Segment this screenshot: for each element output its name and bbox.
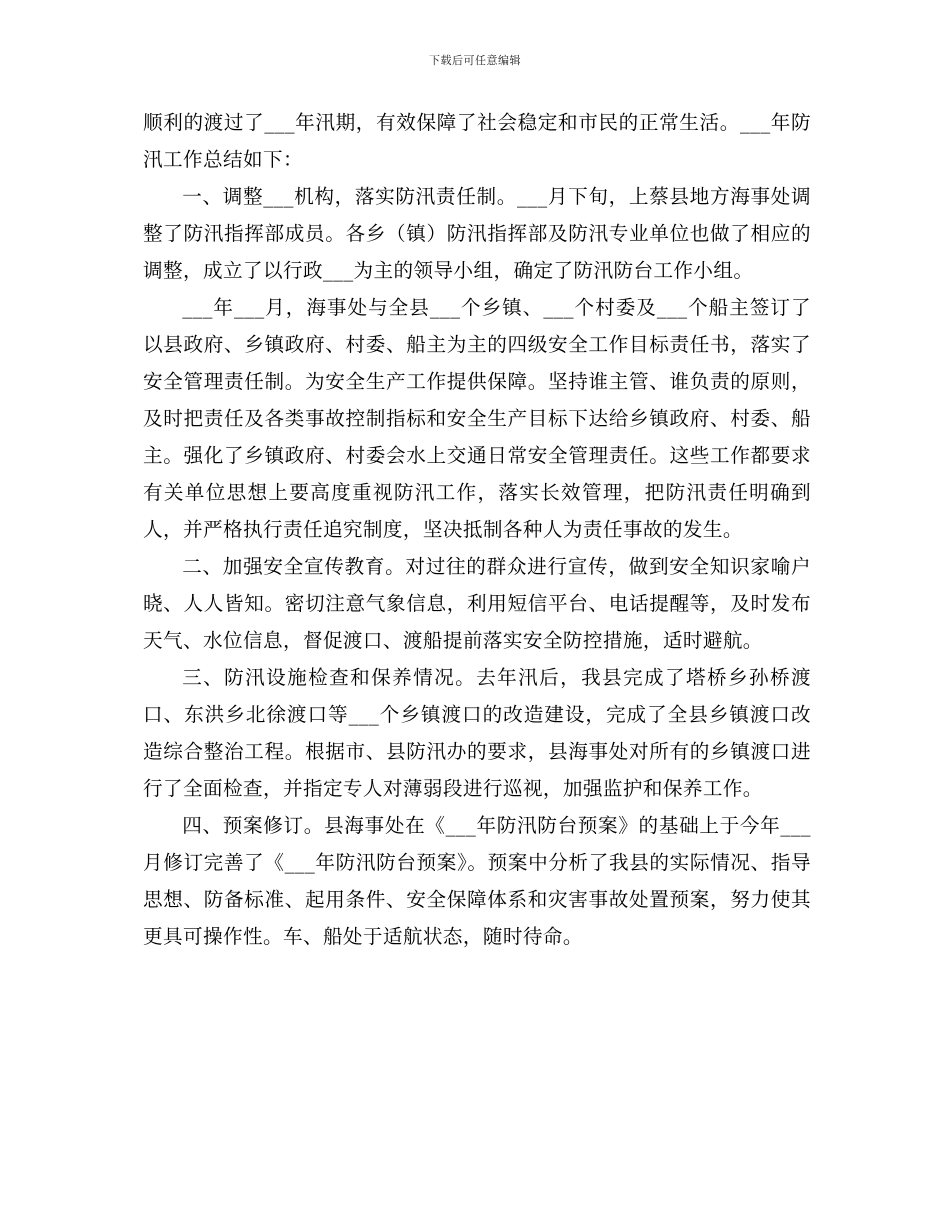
document-body: [143, 104, 811, 955]
paragraph-section-3: 三、防汛设施检查和保养情况。去年汛后，我县完成了塔桥乡孙桥渡口、东洪乡北徐渡口等___个乡镇渡口的改造建设，完成了全县乡镇渡口改造综合整治工程。根据市、县防汛办的要求，县海事处对所有的乡镇渡口进行了全面检查，并指定专人对薄弱段进行巡视，加强监护和保养工作。: [143, 666, 811, 800]
paragraph-intro: 顺利的渡过了___年汛期，有效保障了社会稳定和市民的正常生活。___年防汛工作总结如下：: [143, 111, 811, 171]
paragraph-section-1: 一、调整___机构，落实防汛责任制。___月下旬，上蔡县地方海事处调整了防汛指挥部成员。各乡（镇）防汛指挥部及防汛专业单位也做了相应的调整，成立了以行政___为主的领导小组，确定了防汛防台工作小组。: [143, 185, 811, 282]
paragraph-responsibility: ___年___月，海事处与全县___个乡镇、___个村委及___个船主签订了以县政府、乡镇政府、村委、船主为主的四级安全工作目标责任书，落实了安全管理责任制。为安全生产工作提供保障。坚持谁主管、谁负责的原则，及时把责任及各类事故控制指标和安全生产目标下达给乡镇政府、村委、船主。强化了乡镇政府、村委会水上交通日常安全管理责任。这些工作都要求有关单位思想上要高度重视防汛工作，落实长效管理，把防汛责任明确到人，并严格执行责任追究制度，坚决抵制各种人为责任事故的发生。: [143, 296, 811, 541]
page-header-note: 下载后可任意编辑: [429, 54, 521, 67]
paragraph-section-4: 四、预案修订。县海事处在《___年防汛防台预案》的基础上于今年___月修订完善了《___年防汛防台预案》。预案中分析了我县的实际情况、指导思想、防备标准、起用条件、安全保障体系和灾害事故处置预案，努力使其更具可操作性。车、船处于适航状态，随时待命。: [143, 814, 811, 948]
paragraph-section-2: 二、加强安全宣传教育。对过往的群众进行宣传，做到安全知识家喻户晓、人人皆知。密切注意气象信息，利用短信平台、电话提醒等，及时发布天气、水位信息，督促渡口、渡船提前落实安全防控措施，适时避航。: [143, 555, 811, 652]
